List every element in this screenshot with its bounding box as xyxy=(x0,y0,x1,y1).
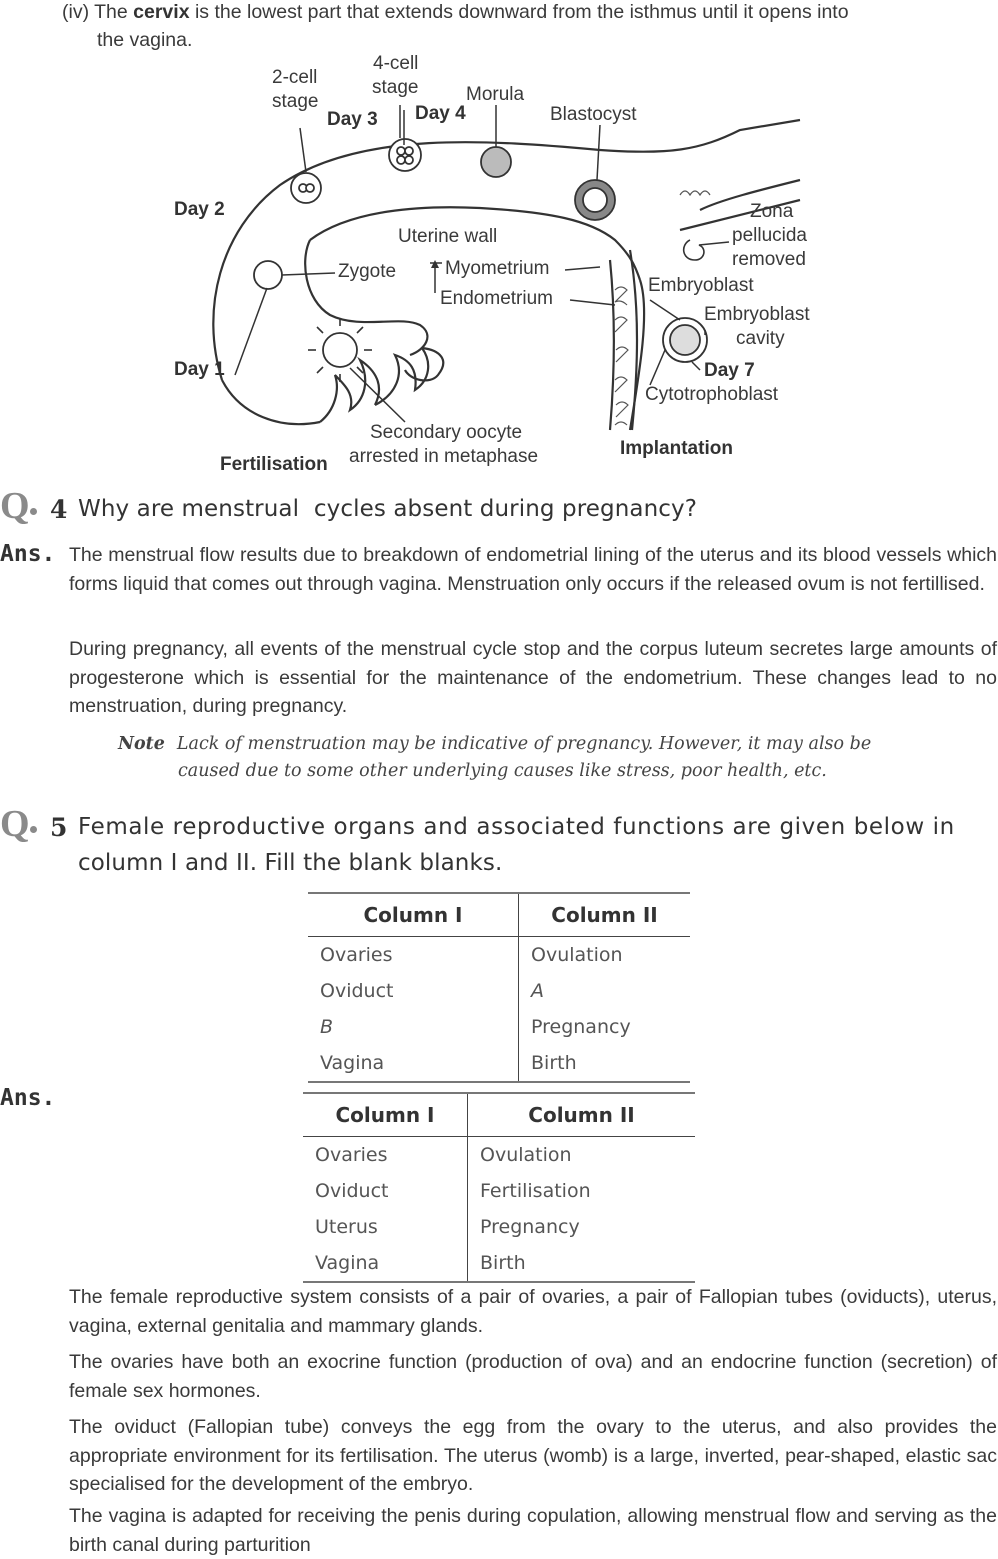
column-header: Column II xyxy=(519,894,691,937)
table-cell: A xyxy=(531,980,544,1002)
table-cell: Oviduct xyxy=(308,973,519,1009)
label-four-cell-1: 4-cell xyxy=(373,53,419,74)
table-cell: Vagina xyxy=(308,1045,519,1081)
label-zygote: Zygote xyxy=(338,261,397,282)
question-q-dot xyxy=(30,508,37,515)
question-q-glyph: Q xyxy=(0,803,30,845)
table-cell: Ovaries xyxy=(303,1137,468,1174)
answer-table xyxy=(303,1092,695,1283)
answer-label: Ans. xyxy=(0,541,56,567)
label-day-3: Day 3 xyxy=(327,109,378,130)
answer-paragraph-1: The female reproductive system consists of a pair of ovaries, a pair of Fallopian tubes (oviducts), uterus, vagina, external genitalia and mammary glands. xyxy=(69,1286,997,1337)
label-myometrium: Myometrium xyxy=(445,258,550,279)
table-cell: Ovaries xyxy=(308,937,519,974)
answer-paragraph-4: The vagina is adapted for receiving the penis during copulation, allowing menstrual flow and serving as the birth canal during parturition xyxy=(69,1505,997,1556)
note-text-1: Lack of menstruation may be indicative of pregnancy. However, it may also be xyxy=(176,734,872,754)
table-cell: Uterus xyxy=(303,1209,468,1245)
label-zona-1: Zona xyxy=(750,201,794,222)
label-embryoblast-cavity-1: Embryoblast xyxy=(704,304,810,325)
intro-line xyxy=(62,0,998,27)
label-endometrium: Endometrium xyxy=(440,288,553,309)
table-cell: Birth xyxy=(480,1252,526,1274)
table-row xyxy=(303,1173,695,1209)
question-5-heading xyxy=(0,803,998,888)
label-embryoblast-cavity-2: cavity xyxy=(736,328,785,349)
answer-paragraph-3: The oviduct (Fallopian tube) conveys the egg from the ovary to the uterus, and also provides the appropriate environment for its fertilisation. The uterus (womb) is a large, inverted, pear-shaped, elastic sac specialised for the development of the embryo. xyxy=(69,1416,997,1495)
table-header-row xyxy=(308,894,690,937)
table-row xyxy=(308,1009,690,1045)
question-q-glyph: Q xyxy=(0,485,30,527)
table-row xyxy=(308,937,690,974)
label-day-7: Day 7 xyxy=(704,360,755,381)
label-zona-3: removed xyxy=(732,249,806,270)
table-row xyxy=(308,1045,690,1081)
implantation-diagram xyxy=(160,50,840,480)
label-two-cell-2: stage xyxy=(272,91,319,112)
note-line-2: caused due to some other underlying causes like stress, poor health, etc. xyxy=(178,761,827,781)
note-line-1 xyxy=(118,731,948,758)
table-cell: Ovulation xyxy=(480,1144,572,1166)
column-header: Column I xyxy=(308,894,519,937)
intro-prefix: (iv) The xyxy=(62,1,134,23)
answer-paragraph-2: During pregnancy, all events of the menstrual cycle stop and the corpus luteum secretes large amounts of progesterone which is essential for the maintenance of the endometrium. These changes lead to no menstruation, during pregnancy. xyxy=(69,638,997,717)
label-day-2: Day 2 xyxy=(174,199,225,220)
table-row xyxy=(308,973,690,1009)
question-text: Why are menstrual cycles absent during pregnancy? xyxy=(78,496,698,522)
label-embryoblast: Embryoblast xyxy=(648,275,754,296)
note-label: Note xyxy=(118,734,165,754)
label-uterine-wall: Uterine wall xyxy=(398,226,498,247)
answer-paragraph-1: The menstrual flow results due to breakdown of endometrial lining of the uterus and its blood vessels which forms liquid that comes out through vagina. Menstruation only occurs if the released ovum is not fertillised. xyxy=(69,544,997,595)
table-cell: Ovulation xyxy=(531,944,623,966)
question-table xyxy=(308,892,690,1083)
question-4-heading xyxy=(0,485,998,534)
question-number: 5 xyxy=(50,813,68,842)
table-cell: Vagina xyxy=(303,1245,468,1281)
label-zona-2: pellucida xyxy=(732,225,807,246)
label-secondary-oocyte-1: Secondary oocyte xyxy=(370,422,523,443)
label-morula: Morula xyxy=(466,84,525,105)
label-day-1: Day 1 xyxy=(174,359,225,380)
table-cell: Pregnancy xyxy=(531,1016,631,1038)
table-cell: B xyxy=(308,1009,519,1045)
table-cell: Birth xyxy=(531,1052,577,1074)
label-four-cell-2: stage xyxy=(372,77,419,98)
intro-bold-term: cervix xyxy=(133,1,190,23)
column-header: Column I xyxy=(303,1094,468,1137)
table-row xyxy=(303,1137,695,1174)
table-cell: Pregnancy xyxy=(480,1216,580,1238)
question-text-line-2: column I and II. Fill the blank blanks. xyxy=(78,850,503,876)
table-row xyxy=(303,1209,695,1245)
question-text-line-1: Female reproductive organs and associated functions are given below in xyxy=(78,814,955,840)
label-fertilisation: Fertilisation xyxy=(220,454,328,475)
answer-paragraph-2: The ovaries have both an exocrine function (production of ova) and an endocrine function (secretion) of female sex hormones. xyxy=(69,1351,997,1402)
label-blastocyst: Blastocyst xyxy=(550,104,637,125)
table-header-row xyxy=(303,1094,695,1137)
label-cytotrophoblast: Cytotrophoblast xyxy=(645,384,779,405)
table-row xyxy=(303,1245,695,1281)
label-day-4: Day 4 xyxy=(415,103,466,124)
label-secondary-oocyte-2: arrested in metaphase xyxy=(349,446,539,467)
label-implantation: Implantation xyxy=(620,438,733,459)
table-cell: Oviduct xyxy=(303,1173,468,1209)
table-cell: Fertilisation xyxy=(480,1180,591,1202)
label-two-cell-1: 2-cell xyxy=(272,67,318,88)
answer-label: Ans. xyxy=(0,1085,56,1111)
column-header: Column II xyxy=(468,1094,696,1137)
question-q-dot xyxy=(30,826,37,833)
question-number: 4 xyxy=(50,495,68,524)
intro-line-2: the vagina. xyxy=(97,29,193,51)
intro-rest: is the lowest part that extends downward from the isthmus until it opens into xyxy=(189,1,849,23)
